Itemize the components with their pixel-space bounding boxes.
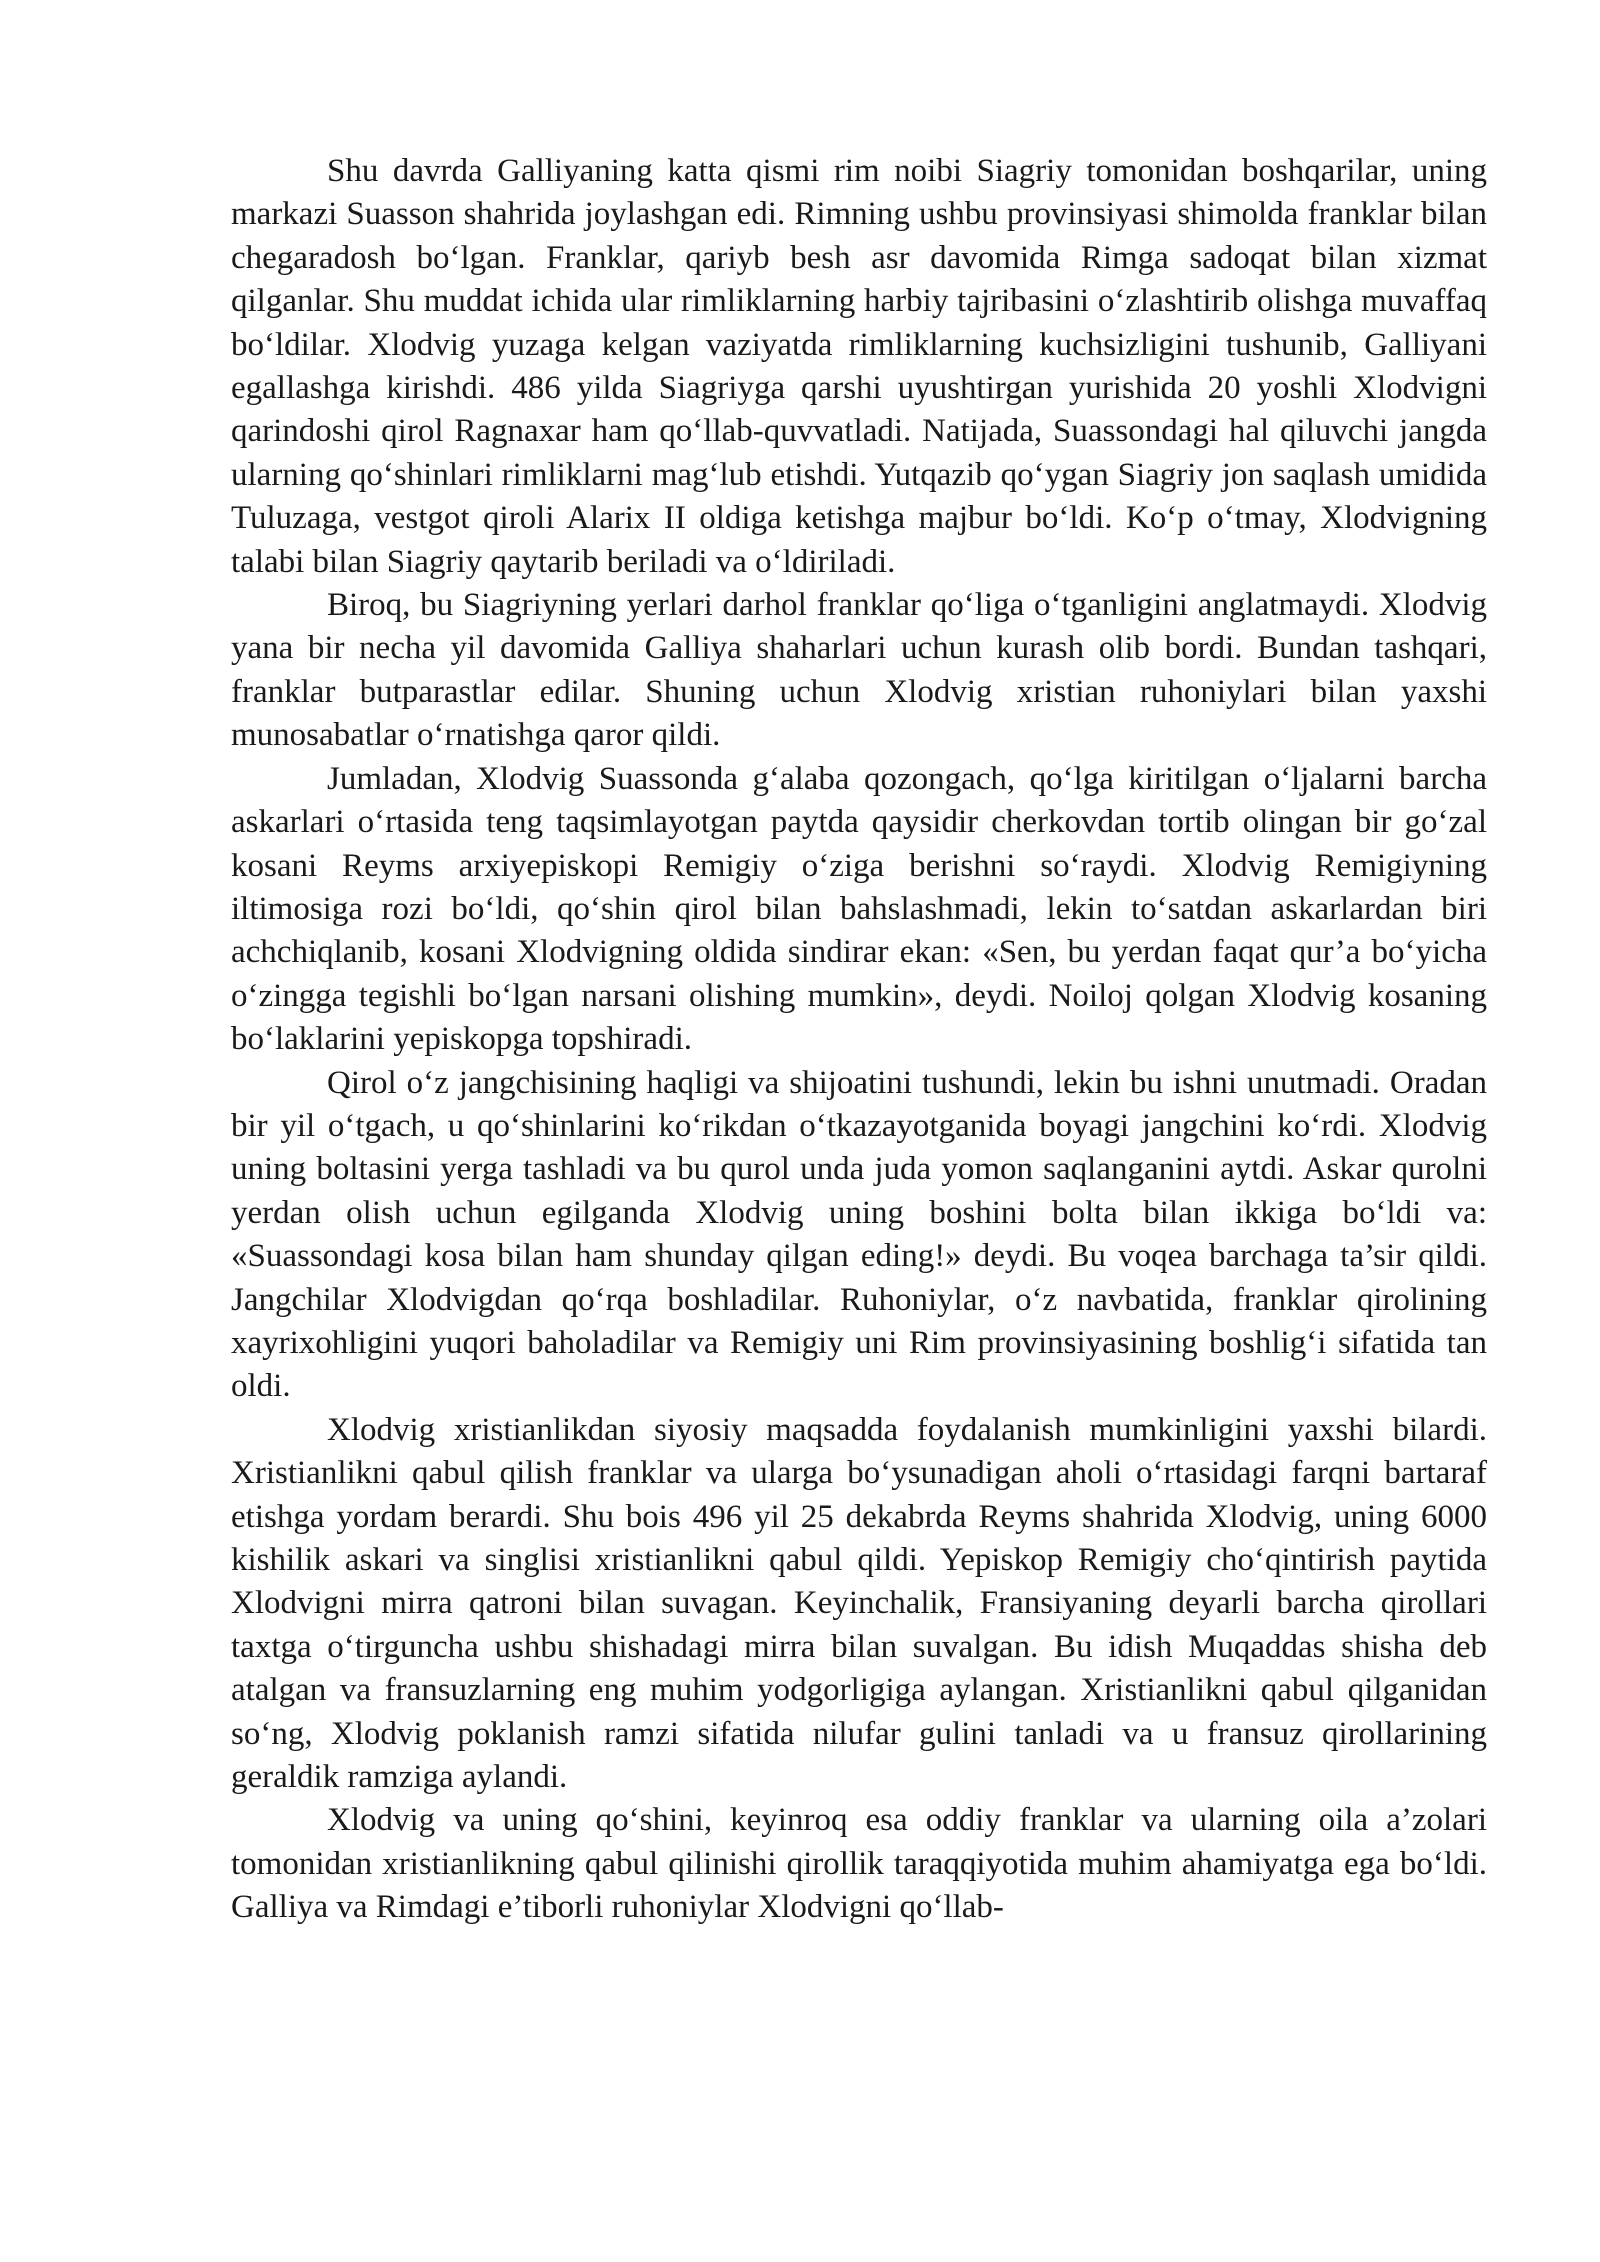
paragraph-3: Jumladan, Xlodvig Suassonda g‘alaba qozongach, qo‘lga kiritilgan o‘ljalarni barcha askarlari o‘rtasida teng taqsimlayotgan paytda qaysidir cherkovdan tortib olingan bir go‘zal kosani Reyms arxiyepiskopi Remigiy o‘ziga berishni so‘raydi. Xlodvig Remigiyning iltimosiga rozi bo‘ldi, qo‘shin qirol bilan bahslashmadi, lekin to‘satdan askarlardan biri achchiqlanib, kosani Xlodvigning oldida sindirar ekan: «Sen, bu yerdan faqat qur’a bo‘yicha o‘zingga tegishli bo‘lgan narsani olishing mumkin», deydi. Noiloj qolgan Xlodvig kosaning bo‘laklarini yepiskopga topshiradi. [231,760,1487,1058]
document-page [231,150,1487,1930]
paragraph-4: Qirol o‘z jangchisining haqligi va shijoatini tushundi, lekin bu ishni unutmadi. Oradan bir yil o‘tgach, u qo‘shinlarini ko‘rikdan o‘tkazayotganida boyagi jangchini ko‘rdi. Xlodvig uning boltasini yerga tashladi va bu qurol unda juda yomon saqlanganini aytdi. Askar qurolni yerdan olish uchun egilganda Xlodvig uning boshini bolta bilan ikkiga bo‘ldi va: «Suassondagi kosa bilan ham shunday qilgan eding!» deydi. Bu voqea barchaga ta’sir qildi. Jangchilar Xlodvigdan qo‘rqa boshladilar. Ruhoniylar, o‘z navbatida, franklar qirolining xayrixohligini yuqori baholadilar va Remigiy uni Rim provinsiyasining boshlig‘i sifatida tan oldi. [231,1064,1487,1405]
paragraph-6: Xlodvig va uning qo‘shini, keyinroq esa oddiy franklar va ularning oila a’zolari tomonidan xristianlikning qabul qilinishi qirollik taraqqiyotida muhim ahamiyatga ega bo‘ldi. Galliya va Rimdagi e’tiborli ruhoniylar Xlodvigni qo‘llab- [231,1802,1487,1926]
paragraph-1: Shu davrda Galliyaning katta qismi rim noibi Siagriy tomonidan boshqarilar, uning markazi Suasson shahrida joylashgan edi. Rimning ushbu provinsiyasi shimolda franklar bilan chegaradosh bo‘lgan. Franklar, qariyb besh asr davomida Rimga sadoqat bilan xizmat qilganlar. Shu muddat ichida ular rimliklarning harbiy tajribasini o‘zlashtirib olishga muvaffaq bo‘ldilar. Xlodvig yuzaga kelgan vaziyatda rimliklarning kuchsizligini tushunib, Galliyani egallashga kirishdi. 486 yilda Siagriyga qarshi uyushtirgan yurishida 20 yoshli Xlodvigni qarindoshi qirol Ragnaxar ham qo‘llab-quvvatladi. Natijada, Suassondagi hal qiluvchi jangda ularning qo‘shinlari rimliklarni mag‘lub etishdi. Yutqazib qo‘ygan Siagriy jon saqlash umidida Tuluzaga, vestgot qiroli Alarix II oldiga ketishga majbur bo‘ldi. Ko‘p o‘tmay, Xlodvigning talabi bilan Siagriy qaytarib beriladi va o‘ldiriladi. [231,153,1487,580]
paragraph-2: Biroq, bu Siagriyning yerlari darhol franklar qo‘liga o‘tganligini anglatmaydi. Xlodvig yana bir necha yil davomida Galliya shaharlari uchun kurash olib bordi. Bundan tashqari, franklar butparastlar edilar. Shuning uchun Xlodvig xristian ruhoniylari bilan yaxshi munosabatlar o‘rnatishga qaror qildi. [231,587,1487,754]
paragraph-5: Xlodvig xristianlikdan siyosiy maqsadda foydalanish mumkinligini yaxshi bilardi. Xristianlikni qabul qilish franklar va ularga bo‘ysunadigan aholi o‘rtasidagi farqni bartaraf etishga yordam berardi. Shu bois 496 yil 25 dekabrda Reyms shahrida Xlodvig, uning 6000 kishilik askari va singlisi xristianlikni qabul qildi. Yepiskop Remigiy cho‘qintirish paytida Xlodvigni mirra qatroni bilan suvagan. Keyinchalik, Fransiyaning deyarli barcha qirollari taxtga o‘tirguncha ushbu shishadagi mirra bilan suvalgan. Bu idish Muqaddas shisha deb atalgan va fransuzlarning eng muhim yodgorligiga aylangan. Xristianlikni qabul qilganidan so‘ng, Xlodvig poklanish ramzi sifatida nilufar gulini tanladi va u fransuz qirollarining geraldik ramziga aylandi. [231,1411,1487,1796]
